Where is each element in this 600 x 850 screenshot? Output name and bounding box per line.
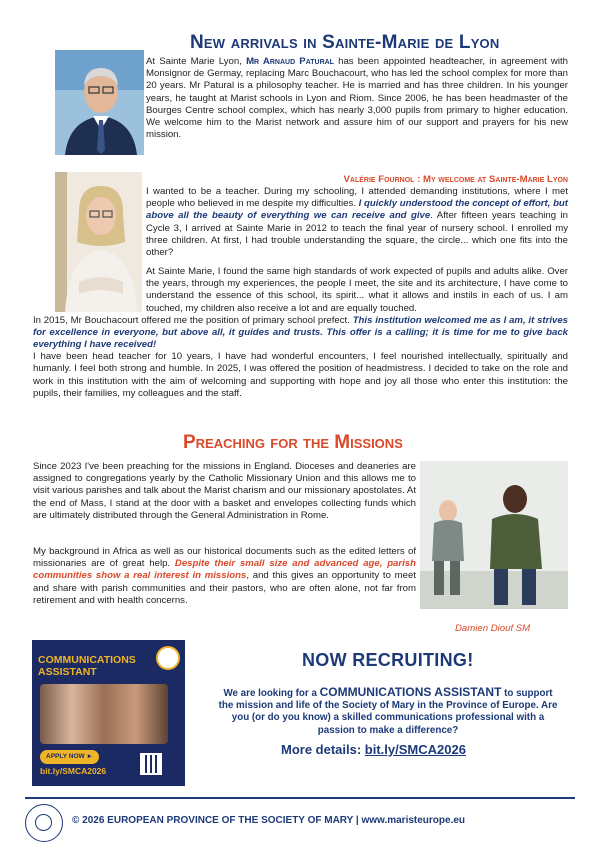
para3c-text: I have been head teacher for 10 years, I have had wonderful encounters, I feel nourished intellectually, spiritually and humanly. I feel both strong and humble. In 2025, I was offered the position of headmistress. I decided to take on the role and work in this institution with the aim of welcoming and supporting with hope and joy all those who enter this institution: the pupils, their families, my colleagues and the staff.	[33, 351, 568, 399]
recruiting-description	[218, 685, 558, 737]
qr-code-icon	[140, 753, 162, 775]
recruiting-text-body: to support the mission and life of the Society of Mary in the Province of Europe. Are you (or do you know) a skilled communications professional with a passion to make a difference?	[218, 688, 558, 736]
article1-title: New arrivals in Sainte-Marie de Lyon	[190, 32, 500, 53]
damien-diouf-signature: Damien Diouf SM	[455, 623, 531, 634]
ad-title: COMMUNICATIONS ASSISTANT	[38, 654, 136, 679]
para2-intro-text: I wanted to be a teacher. During my schooling, I attended demanding institutions, where I met people who believed in me despite my difficulties.	[146, 186, 568, 210]
article2-para2-body: , and this gives an opportunity to meet and share with parish communities and their pastors, who are often alone, not far from retirement and with health concerns.	[33, 570, 416, 606]
details-label: More details:	[281, 742, 365, 757]
details-link[interactable]: bit.ly/SMCA2026	[364, 742, 466, 757]
article1-paragraph-1	[146, 56, 568, 141]
para3a-wrap	[33, 266, 568, 315]
article2-para2-wrap	[33, 546, 568, 607]
apply-now-button[interactable]: APPLY NOW ►	[40, 750, 99, 764]
valerie-fournol-byline: Valérie Fournol : My welcome at Sainte-Marie Lyon	[343, 174, 568, 185]
ad-link-text[interactable]: bit.ly/SMCA2026	[40, 766, 107, 776]
society-of-mary-badge-icon	[156, 646, 180, 670]
para1-intro-text: At Sainte Marie Lyon,	[146, 56, 247, 67]
ad-team-photo	[40, 684, 168, 744]
article2-title: Preaching for the Missions	[183, 432, 403, 453]
article2-para2-intro: My background in Africa as well as our historical documents such as the edited letters of missionaries are of great help.	[33, 546, 416, 570]
article1-paragraph-2	[146, 186, 568, 259]
footer-text: © 2026 EUROPEAN PROVINCE OF THE SOCIETY OF MARY | www.maristeurope.eu	[72, 815, 466, 826]
article2-para2-quote: Despite their small size and advanced age, parish communities show a real interest in missions	[33, 558, 416, 582]
photo-arnaud-patural	[55, 50, 144, 155]
recruiting-details	[281, 742, 466, 759]
portrait-man-illustration	[55, 50, 144, 155]
recruiting-title: NOW RECRUITING!	[302, 650, 474, 670]
para3b-intro-text: In 2015, Mr Bouchacourt offered me the position of primary school prefect.	[33, 314, 353, 326]
para3b-quote: This institution welcomed me as I am, it strives for excellence in everyone, but above all, it guides and trusts. This offer is a calling; it is time for me to give back everything I have received!	[33, 314, 568, 351]
article1-paragraph-3	[33, 266, 568, 400]
para2-quote: I quickly understood the concept of effort, but above all the beauty of everything we can receive and give	[146, 198, 568, 222]
marist-europe-logo-icon	[25, 804, 63, 842]
para3a-text: At Sainte Marie, I found the same high standards of work expected of pupils and adults alike. Over the years, through my experiences, the people I meet, the site and its architecture, I have come to understand the essence of this school, its spirit... what it allows and instils in each of us. I am touched, my children also receive a lot and are equally touched.	[146, 266, 568, 314]
footer-divider	[25, 797, 575, 799]
recruiting-ad-banner[interactable]	[32, 640, 185, 786]
recruiting-role: COMMUNICATIONS ASSISTANT	[319, 685, 502, 699]
article2-para1-text: Since 2023 I've been preaching for the missions in England. Dioceses and deaneries are assigned to congregations yearly by the Catholic Missionary Union and this allows me to visit various parishes and talk about the Marist charism and our missionary apostolates. At the end of Mass, I stand at the door with a basket and envelopes collecting funds which are ultimately distributed through the General Administration in Rome.	[33, 461, 416, 521]
logo-inner-ring	[35, 814, 52, 831]
recruiting-text-intro: We are looking for a	[223, 688, 320, 699]
name-arnaud-patural: Mr Arnaud Patural	[246, 56, 334, 67]
article2-paragraph-2	[33, 546, 568, 607]
para1-body-text: has been appointed headteacher, in agreement with Monsignor de Germay, replacing Marc Bouchacourt, who has led the school complex for more than 20 years. Mr Patural is a philosophy teacher. He is married and has three children. In his younger years, he taught at Marist schools in Lyon and Riom. Since 2006, he has been headmaster of the Bourges Centre school complex, which has nearly 3,000 pupils from primary to higher education. We welcome him to the Marist network and assure him of our support and prayers for his new mission.	[146, 56, 568, 141]
para2-body-text: . After fifteen years teaching in Cycle 3, I arrived at Sainte Marie in 2012 to teach the final year of nursery school. I enrolled my three children. At first, I had trouble understanding the square, the circle... which one fits into the other?	[146, 210, 568, 258]
article2-paragraph-1	[33, 461, 416, 522]
